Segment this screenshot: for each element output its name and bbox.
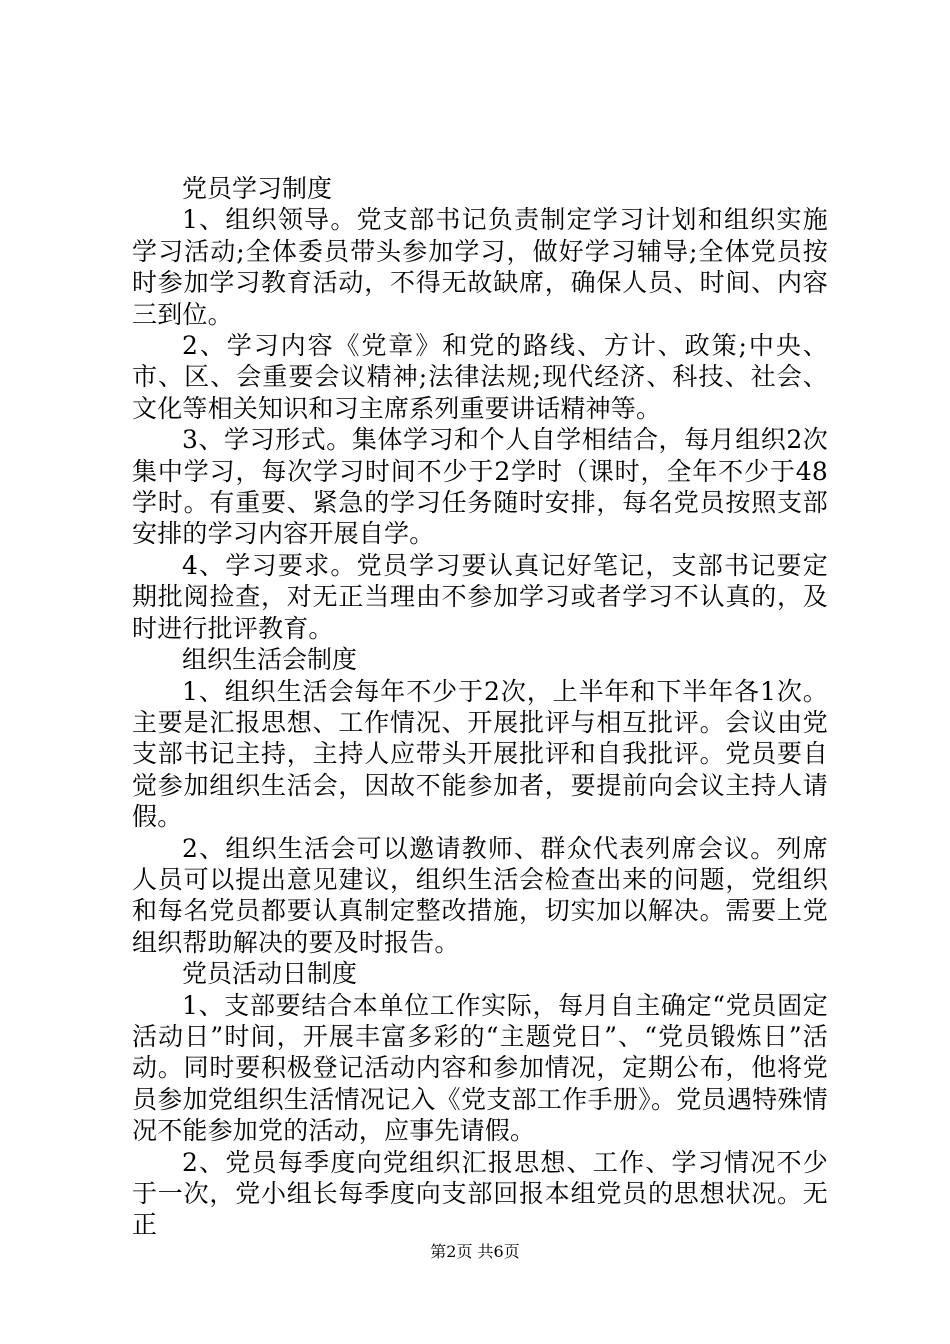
life-meeting-paragraph-1: 1、组织生活会每年不少于2次，上半年和下半年各1次。主要是汇报思想、工作情况、开展批评与相互批评。会议由党支部书记主持，主持人应带头开展批评和自我批评。党员要自觉参加组织生活会，因故不能参加者，要提前向会议主持人请假。: [132, 676, 828, 832]
section-title-activity-day: 党员活动日制度: [182, 959, 358, 989]
page-number-footer: 第2页 共6页: [430, 1242, 520, 1261]
life-meeting-paragraph-2: 2、组织生活会可以邀请教师、群众代表列席会议。列席人员可以提出意见建议，组织生活会检查出来的问题，党组织和每名党员都要认真制定整改措施，切实加以解决。需要上党组织帮助解决的要及时报告。: [132, 833, 828, 957]
study-paragraph-2: 2、学习内容《党章》和党的路线、方计、政策;中央、市、区、会重要会议精神;法律法规;现代经济、科技、社会、文化等相关知识和习主席系列重要讲话精神等。: [132, 331, 828, 423]
study-paragraph-3: 3、学习形式。集体学习和个人自学相结合，每月组织2次集中学习，每次学习时间不少于2学时（课时，全年不少于48学时。有重要、紧急的学习任务随时安排，每名党员按照支部安排的学习内容开展自学。: [132, 425, 828, 549]
study-paragraph-1: 1、组织领导。党支部书记负责制定学习计划和组织实施学习活动;全体委员带头参加学习，做好学习辅导;全体党员按时参加学习教育活动，不得无故缺席，确保人员、时间、内容三到位。: [132, 205, 828, 329]
activity-day-paragraph-1: 1、支部要结合本单位工作实际，每月自主确定“党员固定活动日”时间，开展丰富多彩的“主题党日”、“党员锻炼日”活动。同时要积极登记活动内容和参加情况，定期公布，他将党员参加党组织生活情况记入《党支部工作手册》。党员遇特殊情况不能参加党的活动，应事先请假。: [132, 990, 828, 1146]
study-paragraph-4: 4、学习要求。党员学习要认真记好笔记，支部书记要定期批阅捡查，对无正当理由不参加学习或者学习不认真的，及时进行批评教育。: [132, 550, 828, 643]
section-title-life-meeting: 组织生活会制度: [182, 645, 358, 675]
document-body: [132, 173, 828, 1241]
section-title-study: 党员学习制度: [182, 174, 333, 203]
activity-day-paragraph-2: 2、党员每季度向党组织汇报思想、工作、学习情况不少于一次，党小组长每季度向支部回报本组党员的思想状况。无正: [132, 1147, 828, 1240]
